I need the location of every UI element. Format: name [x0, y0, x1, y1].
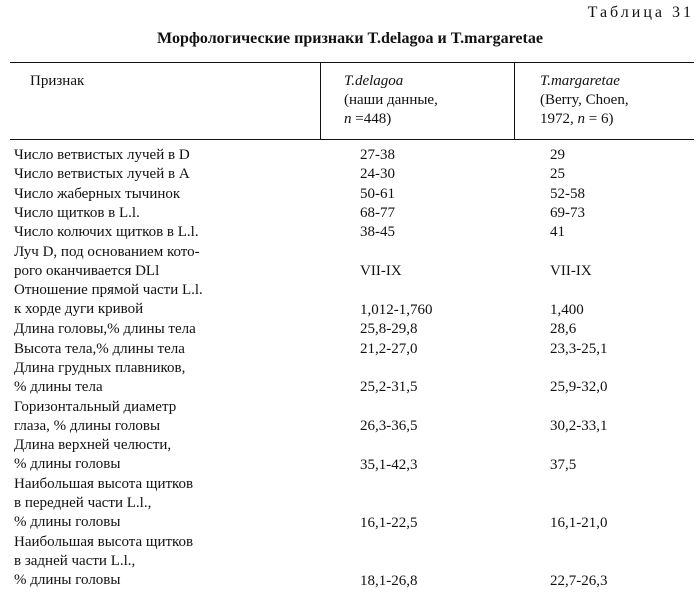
table-top-rule: [10, 62, 694, 63]
row-label: [14, 398, 344, 436]
header-margaretae-count: [540, 110, 629, 129]
row-label-line: Число колючих щитков в L.l.: [14, 224, 199, 241]
row-label-line: % длины головы: [14, 572, 121, 588]
row-label: [14, 320, 344, 339]
row-label-line: в задней части L.l.,: [14, 553, 136, 569]
value-margaretae: 30,2-33,1: [550, 417, 608, 434]
header-delagoa-source: (наши данные,: [344, 92, 438, 108]
value-margaretae: 37,5: [550, 456, 577, 473]
row-label-line: Наибольшая высота щитков: [14, 534, 194, 550]
column-divider-2: [514, 62, 515, 139]
row-label: [14, 165, 344, 184]
value-delagoa: 68-77: [360, 205, 395, 222]
header-feature: Признак: [30, 73, 85, 89]
value-delagoa: 18,1-26,8: [360, 572, 418, 589]
row-label-line: % длины тела: [14, 378, 103, 395]
row-label-line: Число ветвистых лучей в D: [14, 147, 190, 163]
row-label: [14, 281, 344, 319]
header-delagoa-n-value: =448): [351, 111, 392, 127]
row-label-line: Число ветвистых лучей в A: [14, 166, 190, 183]
value-delagoa: 24-30: [360, 166, 395, 183]
row-label-line: Число жаберных тычинок: [14, 185, 181, 202]
header-margaretae-n-value: = 6): [585, 111, 614, 127]
row-label-line: Наибольшая высота щитков: [14, 475, 194, 492]
value-delagoa: 38-45: [360, 224, 395, 241]
row-label: [14, 223, 344, 242]
row-label-line: рого оканчивается DLl: [14, 262, 160, 279]
column-divider-1: [320, 62, 321, 139]
value-delagoa: 21,2-27,0: [360, 340, 418, 357]
row-label: [14, 204, 344, 223]
row-label-line: Высота тела,% длины тела: [14, 340, 185, 357]
header-margaretae-source: (Berry, Choen,: [540, 92, 629, 108]
value-margaretae: 41: [550, 224, 565, 241]
value-margaretae: 22,7-26,3: [550, 572, 608, 589]
row-label: [14, 359, 344, 397]
header-delagoa-name: T.delagoa: [344, 73, 404, 89]
header-bottom-rule: [10, 139, 694, 140]
value-delagoa: 1,012-1,760: [360, 301, 433, 318]
row-label: [14, 185, 344, 204]
row-label-line: % длины головы: [14, 456, 121, 473]
row-label: [14, 340, 344, 359]
value-margaretae: 69-73: [550, 205, 585, 222]
value-margaretae: 28,6: [550, 321, 577, 338]
value-delagoa: 50-61: [360, 185, 395, 202]
value-delagoa: 26,3-36,5: [360, 417, 418, 434]
value-delagoa: VII-IX: [360, 263, 402, 280]
value-delagoa: 25,8-29,8: [360, 321, 418, 338]
row-label-line: % длины головы: [14, 513, 121, 530]
header-margaretae: [540, 72, 629, 129]
header-delagoa-n: n: [344, 111, 352, 127]
row-label: [14, 243, 344, 281]
row-label-line: Отношение прямой части L.l.: [14, 282, 203, 299]
row-label: [14, 533, 344, 590]
row-label-line: Длина головы,% длины тела: [14, 321, 196, 338]
row-label-line: Длина грудных плавников,: [14, 359, 186, 376]
row-label-line: Длина верхней челюсти,: [14, 437, 172, 454]
row-label-line: Число щитков в L.l.: [14, 205, 140, 222]
value-margaretae: 29: [550, 147, 565, 163]
header-delagoa: [344, 72, 438, 129]
row-label: [14, 436, 344, 474]
value-margaretae: 25: [550, 166, 565, 183]
value-margaretae: 25,9-32,0: [550, 379, 608, 396]
value-margaretae: 23,3-25,1: [550, 340, 608, 357]
header-margaretae-name: T.margaretae: [540, 73, 620, 89]
value-delagoa: 27-38: [360, 147, 395, 163]
row-label: [14, 475, 344, 532]
row-label-line: к хорде дуги кривой: [14, 301, 144, 318]
row-label: [14, 146, 344, 165]
row-label-line: Горизонтальный диаметр: [14, 398, 177, 415]
header-margaretae-n: n: [577, 111, 585, 127]
table-title: Морфологические признаки T.delagoa и T.margaretae: [157, 30, 543, 47]
row-label-line: в передней части L.l.,: [14, 494, 152, 511]
row-label-line: Луч D, под основанием кото-: [14, 243, 200, 260]
value-margaretae: VII-IX: [550, 263, 592, 280]
value-delagoa: 35,1-42,3: [360, 456, 418, 473]
row-label-line: глаза, % длины головы: [14, 417, 161, 434]
header-margaretae-year: 1972,: [540, 111, 578, 127]
table-number: Таблица 31: [587, 4, 694, 21]
value-margaretae: 16,1-21,0: [550, 514, 608, 531]
header-delagoa-count: [344, 110, 438, 129]
value-delagoa: 25,2-31,5: [360, 379, 418, 396]
value-delagoa: 16,1-22,5: [360, 514, 418, 531]
value-margaretae: 1,400: [550, 301, 584, 318]
value-margaretae: 52-58: [550, 185, 585, 202]
